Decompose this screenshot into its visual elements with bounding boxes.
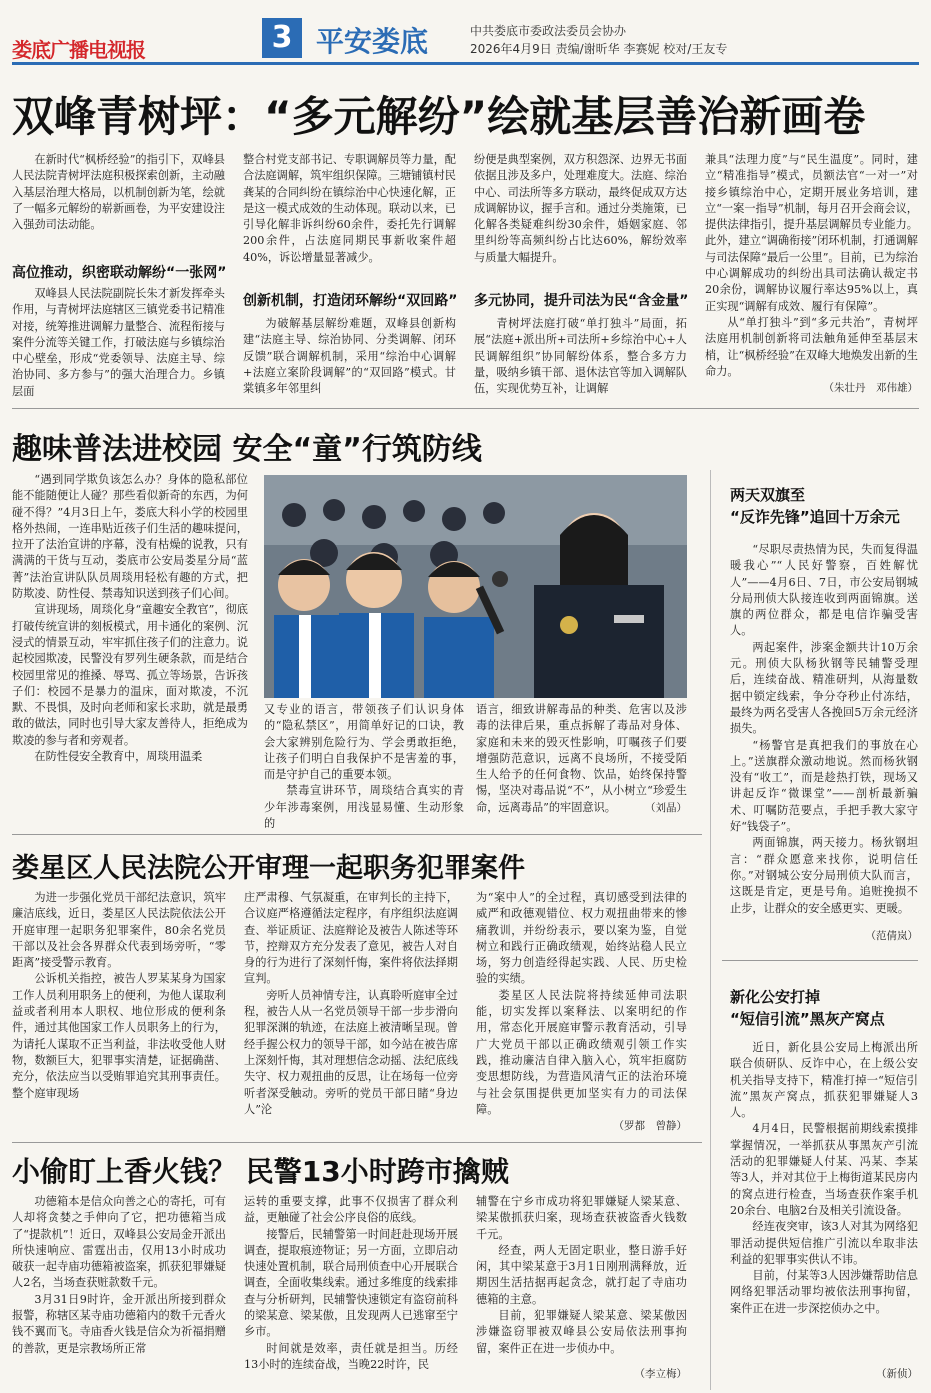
headline-line: “反诈先锋”追回十万余元 <box>730 508 900 526</box>
paragraph: 青树坪法庭打破“单打独斗”局面，拓展“法庭+派出所+司法所+乡综治中心+人民调解组织”协同解纷体系，整合多方力量，吸纳乡镇干部、退休法官等加入调解队伍，实现优势互补，让调解 <box>474 317 687 396</box>
paragraph: 双峰县人民法院副院长朱才新发挥牵头作用，与青树坪法庭辖区三镇党委书记精准对接，统筹推进调解力量整合、流程衔接与案件分流等关键工作，打破法庭与乡镇综治中心壁垒，形成“党委领导、法庭主导、综治协同、多方参与”的强大治理合力。乡镇层面 <box>12 287 225 398</box>
paragraph: 为进一步强化党员干部纪法意识，筑牢廉洁底线，近日，娄星区人民法院依法公开开庭审理一起职务犯罪案件，80余名党员干部以及社会各界群众代表到场旁听，“零距离”接受警示教育。 <box>12 891 226 970</box>
photo-illustration <box>264 475 687 698</box>
divider <box>12 1142 702 1143</box>
sidebar1-byline: （范倩岚） <box>865 930 918 942</box>
sidebar2-byline: （新侦） <box>876 1368 918 1380</box>
paragraph: 近日，新化县公安局上梅派出所联合侦研队、反诈中心，在上级公安机关指导支持下，精准打掉一“短信引流”黑灰产窝点，抓获犯罪嫌疑人3人。 <box>730 1041 918 1120</box>
paragraph: 娄星区人民法院将持续延伸司法职能，切实发挥以案释法、以案明纪的作用，常态化开展庭审警示教育活动，引导广大党员干部以正确政绩观引领工作实践，推动廉洁自律入脑入心，筑牢拒腐防变思想防线，为营造风清气正的法治环境与社会氛围提供更加坚实有力的司法保障。 <box>476 988 687 1116</box>
article1-col2 <box>243 152 456 284</box>
paragraph: 辅警在宁乡市成功将犯罪嫌疑人梁某意、梁某傲抓获归案，现场查获被盗香火钱数千元。 <box>476 1195 687 1241</box>
paragraph: 公诉机关指控，被告人罗某某身为国家工作人员利用职务上的便利，为他人谋取利益或者利用本人职权、地位形成的便利条件，通过其他国家工作人员职务上的行为，为请托人谋取不正当利益，非法收受他人财物，数额巨大，犯罪事实清楚，证据确凿、充分，依法应当以受贿罪追究其刑事责任。整个庭审现场 <box>12 972 226 1100</box>
paragraph: 从“单打独斗”到“多元共治”，青树坪法庭用机制创新将司法触角延伸至基层末梢，让“枫桥经验”在双峰大地焕发出新的生命力。 <box>705 315 918 378</box>
headline-line: “短信引流”黑灰产窝点 <box>730 1010 885 1028</box>
headline-line: 两天双旗至 <box>730 486 806 504</box>
paragraph: 功德箱本是信众向善之心的寄托，可有人却将贪婪之手伸向了它，把功德箱当成了“提款机”！近日，双峰县公安局金开派出所快速响应、雷霆出击，仅用13小时成功破获一起寺庙功德箱被盗案，抓获犯罪嫌疑人2名，当场查获赃款数千元。 <box>12 1195 226 1290</box>
article3-headline: 娄星区人民法院公开审理一起职务犯罪案件 <box>12 853 525 884</box>
sidebar1-headline <box>730 484 920 528</box>
article1-subhead2: 创新机制，打造闭环解纷“双回路” <box>243 293 458 309</box>
paragraph: “杨警官是真把我们的事放在心上。”送旗群众激动地说。然而杨狄钢没有“收工”，而是趁热打铁，现场又讲起反诈“微课堂”——剖析最新骗术、叮嘱防范要点，手把手教大家守好“钱袋子”。 <box>730 738 918 834</box>
header-rule <box>12 62 919 65</box>
article2-headline: 趣味普法进校园 安全“童”行筑防线 <box>12 432 482 467</box>
paragraph: “遇到同学欺负该怎么办？身体的隐私部位能不能随便让人碰？那些看似新奇的东西，为何碰不得？”4月3日上午，娄底大科小学的校园里格外热闹，一连串贴近孩子们生活的趣味提问，拉开了法治宣讲的序幕，没有枯燥的说教，只有满满的干货与互动，娄底市公安局娄星分局“蓝菁”法治宣讲队队员周琰用轻松有趣的方式，把防欺凌、防性侵、禁毒知识送到孩子们心间。 <box>12 473 248 601</box>
article4-headline: 小偷盯上香火钱？ 民警13小时跨市擒贼 <box>12 1155 509 1188</box>
article1-col1 <box>12 152 225 258</box>
paragraph: “尽职尽责热情为民，失而复得温暖我心”“人民好警察，百姓解忧人”——4月6日、7日，市公安局钢城分局刑侦大队接连收到两面锦旗。送旗的两位群众，都是电信诈骗受害人。 <box>730 543 918 638</box>
article2-col2 <box>264 702 464 831</box>
paragraph: 两起案件，涉案金额共计10万余元。刑侦大队杨狄钢等民辅警受理后，连续奋战、精准研判，从海量数据中锁定线索，争分夺秒止付冻结，最终为两名受害人各挽回5万余元经济损失。 <box>730 640 918 736</box>
page-number: 3 <box>262 18 302 58</box>
paragraph: 两面锦旗，两天接力。杨狄钢坦言：“群众愿意来找你，说明信任你。”对钢城公安分局刑侦大队而言，这既是肯定，更是号角。追赃挽损不止步，让群众的安全感更实、更暖。 <box>730 836 918 915</box>
paragraph: 禁毒宣讲环节，周琰结合真实的青少年涉毒案例，用浅显易懂、生动形象的 <box>264 784 464 831</box>
section-title: 平安娄底 <box>316 25 429 58</box>
paragraph: 在新时代“枫桥经验”的指引下，双峰县人民法院青树坪法庭积极探索创新，主动融入基层治理大格局，以机制创新为笔，绘就了一幅多元解纷的崭新画卷，为平安建设注入强劲司法动能。 <box>12 153 225 232</box>
article4-col3 <box>476 1194 687 1362</box>
article1-col3 <box>474 152 687 284</box>
article4-byline: （李立梅） <box>634 1368 687 1380</box>
paragraph: 目前，付某等3人因涉嫌帮助信息网络犯罪活动罪均被依法刑事拘留，案件正在进一步深挖侦办之中。 <box>730 1269 918 1315</box>
paragraph: 整合村党支部书记、专职调解员等力量，配合法庭调解，筑牢组织保障。三塘铺镇村民龚某的合同纠纷在镇综治中心快速化解，正是这一模式成效的生动体现。联动以来，已引导化解非诉纠纷60余件，委托先行调解200余件，占法庭同期民事新收案件超40%，诉讼增量显著减少。 <box>243 153 456 264</box>
sidebar-divider <box>710 470 711 1390</box>
article1-col2b <box>243 316 456 398</box>
headline-line: 新化公安打掉 <box>730 988 821 1006</box>
paragraph: 4月4日，民警根据前期线索摸排掌握情况，一举抓获从事黑灰产引流活动的犯罪嫌疑人付某、冯某、李某等3人，并对其位于上梅街道某民房内的窝点进行检查，当场查获作案手机20余台、电脑2台及相关引流设备。 <box>730 1122 918 1217</box>
article3-col1 <box>12 890 226 1128</box>
paragraph: 接警后，民辅警第一时间赶赴现场开展调查，提取痕迹物证；另一方面，立即启动快速处置机制，联合局刑侦查中心开展联合调查，全面收集线索。通过多维度的线索排查与分析研判，民辅警快速锁定有盗窃前科的梁某意、梁某傲，且发现两人已逃窜至宁乡市。 <box>244 1227 458 1339</box>
paragraph: 纷便是典型案例，双方积怨深、边界无书面依据且涉及多户，处理难度大。法庭、综治中心、司法所等多方联动，最终促成双方达成调解协议，握手言和。通过分类施策，已化解各类疑难纠纷30余件，婚姻家庭、邻里纠纷等高频纠纷占比达60%，解纷效率与质量大幅提升。 <box>474 153 687 264</box>
article4-col2 <box>244 1194 458 1390</box>
divider <box>12 834 702 835</box>
article1-subhead1: 高位推动，织密联动解纷“一张网” <box>12 265 227 281</box>
paragraph: 为破解基层解纷难题，双峰县创新构建“法庭主导、综治协同、分类调解、闭环反馈”联合调解机制，采用“综治中心调解+法庭立案阶段调解”的“双回路”模式。甘棠镇多年邻里纠 <box>243 317 456 396</box>
paragraph: 时间就是效率，责任就是担当。历经13小时的连续奋战，当晚22时许，民 <box>244 1341 458 1371</box>
paragraph: 目前，犯罪嫌疑人梁某意、梁某傲因涉嫌盗窃罪被双峰县公安局依法刑事拘留，案件正在进一步侦办中。 <box>476 1309 687 1355</box>
article3-col3 <box>476 890 687 1114</box>
article1-col4 <box>705 152 918 384</box>
paragraph: 运转的重要支撑，此事不仅损害了群众利益，更触碰了社会公序良俗的底线。 <box>244 1195 458 1225</box>
divider <box>12 408 919 409</box>
paragraph: 在防性侵安全教育中，周琰用温柔 <box>34 750 203 764</box>
newspaper-logo: 娄底广播电视报 <box>12 38 145 62</box>
paragraph: 经查，两人无固定职业，整日游手好闲，其中梁某意于3月1日刚刑满释放，近期因生活拮据再起贪念，就打起了寺庙功德箱的主意。 <box>476 1243 687 1306</box>
article2-col1 <box>12 472 248 812</box>
article3-byline: （罗都 曾静） <box>613 1120 687 1132</box>
article1-headline: 双峰青树坪：“多元解纷”绘就基层善治新画卷 <box>12 92 866 141</box>
sidebar2-headline <box>730 986 920 1030</box>
article2-byline: （刘晶） <box>645 802 687 814</box>
classroom-photo <box>264 475 687 698</box>
dateline: 2026年4月9日 责编/谢昕华 李赛妮 校对/王友专 <box>470 42 728 56</box>
article1-subhead3: 多元协同，提升司法为民“含金量” <box>474 293 689 309</box>
article1-col1b <box>12 286 225 398</box>
article1-byline: （朱壮丹 邓伟雄） <box>823 382 918 394</box>
paragraph: 庄严肃穆、气氛凝重，在审判长的主持下，合议庭严格遵循法定程序，有序组织法庭调查、举证质证、法庭辩论及被告人陈述等环节，控辩双方充分发表了意见，被告人对自身的行为进行了深刻忏悔，案件将依法择期宣判。 <box>244 891 458 986</box>
article3-col2 <box>244 890 458 1128</box>
article4-col1 <box>12 1194 226 1390</box>
divider <box>722 960 918 961</box>
article1-col3b <box>474 316 687 398</box>
sidebar1-body <box>730 542 918 934</box>
sidebar2-body <box>730 1040 918 1366</box>
paragraph: 3月31日9时许，金开派出所接到群众报警，称辖区某寺庙功德箱内的数千元香火钱不翼而飞。寺庙香火钱是信众为祈福捐赠的善款，更是宗教场所正常 <box>12 1292 226 1355</box>
paragraph: 又专业的语言，带领孩子们认识身体的“隐私禁区”，用简单好记的口诀，教会大家辨别危险行为、学会勇敢拒绝，让孩子们明白自我保护不是害羞的事，而是守护自己的重要本领。 <box>264 703 464 782</box>
paragraph: 旁听人员神情专注，认真聆听庭审全过程，被告人从一名党员领导干部一步步滑向犯罪深渊的轨迹，在法庭上被清晰呈现。曾经手握公权力的领导干部，如今站在被告席上深刻忏悔，其对理想信念动摇、法纪底线失守、权力观扭曲的反思，让在场每一位旁听者深受触动。旁听的党员干部日睹“身边人”沦 <box>244 988 458 1116</box>
paragraph: 宣讲现场，周琰化身“童趣安全教官”，彻底打破传统宣讲的刻板模式，用卡通化的案例、沉浸式的情景互动，牢牢抓住孩子们的注意力。说起校园欺凌，民警没有罗列生硬条款，而是结合校园里常见的推搡、辱骂、孤立等场景，告诉孩子们：校园不是暴力的温床，面对欺凌，不沉默、不畏惧，及时向老师和家长求助，就是最勇敢的做法，同时也引导大家友善待人，拒绝成为欺凌的参与者和旁观者。 <box>12 603 248 747</box>
paragraph: 为“案中人”的全过程，真切感受到法律的威严和政德观错位、权力观扭曲带来的惨痛教训，并纷纷表示，要以案为鉴，自觉树立和践行正确政绩观，始终站稳人民立场，努力创造经得起实践、人民、历史检验的实绩。 <box>476 891 687 986</box>
paragraph: 经连夜突审，该3人对其为网络犯罪活动提供短信推广引流以牟取非法利益的犯罪事实供认不讳。 <box>730 1220 918 1266</box>
paragraph: 语言，细致讲解毒品的种类、危害以及涉毒的法律后果，重点拆解了毒品对身体、家庭和未来的毁灭性影响，叮嘱孩子们要增强防范意识，远离不良场所，不接受陌生人给予的任何食物、饮品，始终保持警惕，坚决对毒品说“不”，从小树立“珍爱生命，远离毒品”的牢固意识。 <box>476 703 687 814</box>
paragraph: 兼具“法理力度”与“民生温度”。同时，建立“精准指导”模式，员额法官“一对一”对接乡镇综治中心，定期开展业务培训，建立“一案一指导”机制，每月召开会商会议，提供法律指引，提升基层调解员专业能力。此外，建立“调确衔接”闭环机制，打通调解与司法保障“最后一公里”。目前，已为综治中心调解成功的纠纷出具司法确认裁定书20余份，调解协议履行率达95%以上，真正实现“调解有成效、履行有保障”。 <box>705 153 918 313</box>
publisher-line: 中共娄底市委政法委员会协办 <box>470 24 627 38</box>
